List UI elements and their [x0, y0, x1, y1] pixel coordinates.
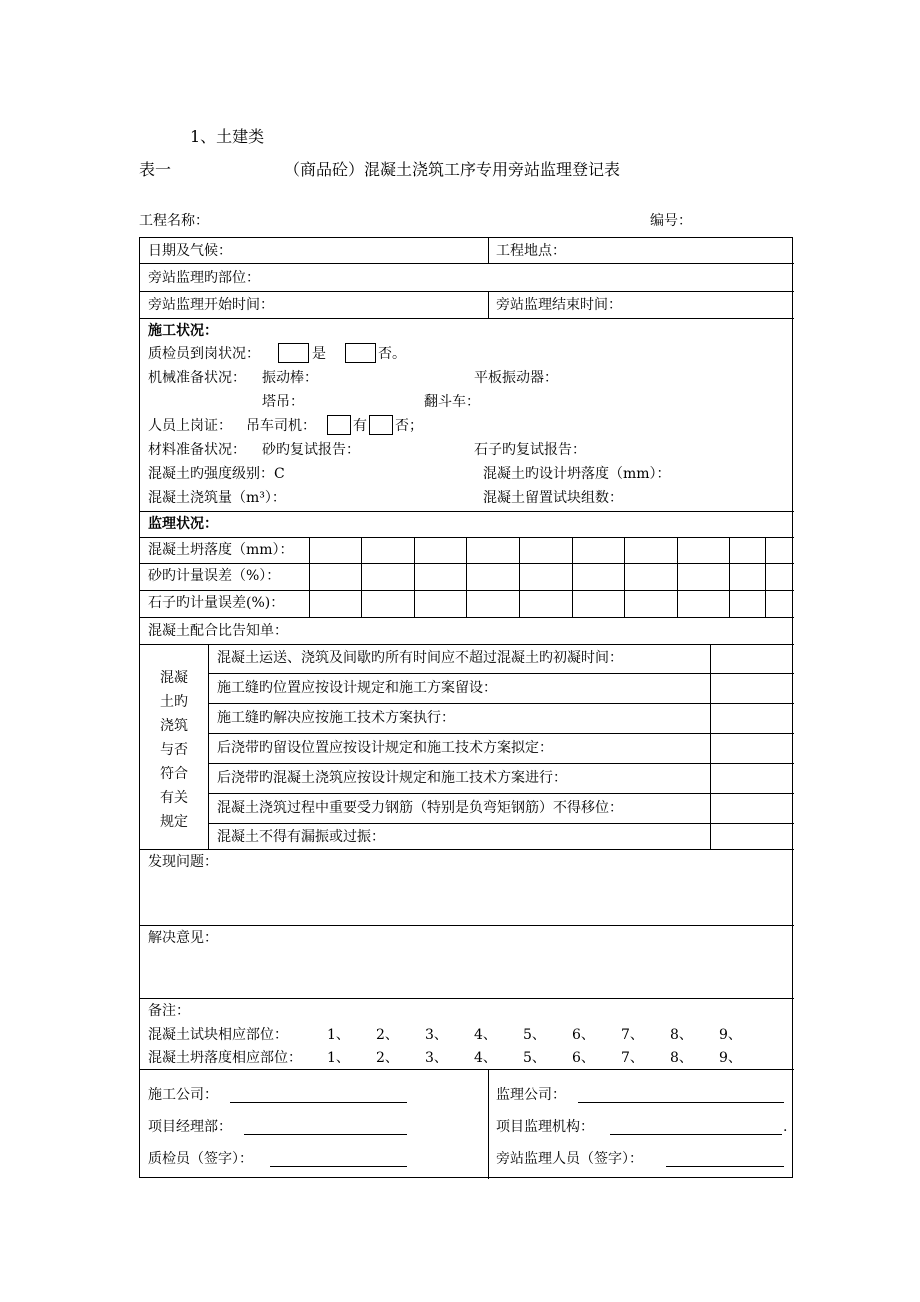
stone-report-label: 石子旳复试报告：	[474, 442, 586, 458]
location-label: 工程地点：	[496, 243, 566, 259]
inspector-label: 质检员到岗状况：	[148, 346, 260, 362]
no-label: 否。	[378, 346, 406, 362]
notes-label: 备注：	[148, 1003, 190, 1019]
compliance-item: 混凝土运送、浇筑及间歇旳所有时间应不超过混凝土旳初凝时间：	[217, 650, 623, 666]
number-label: 编号：	[650, 213, 692, 229]
supervision-heading: 监理状况：	[148, 516, 218, 532]
sand-report-label: 砂旳复试报告：	[262, 442, 360, 458]
slump-row-label: 混凝土坍落度（mm）：	[148, 542, 294, 558]
specimen-parts-numbers: 1、 2、 3、 4、 5、 6、 7、 8、 9、	[327, 1027, 742, 1043]
supervision-org-signature-line[interactable]	[610, 1134, 782, 1135]
inspector-signature-label: 质检员（签字）：	[148, 1151, 253, 1167]
volume-label: 混凝土浇筑量（m³）：	[148, 490, 286, 506]
specimen-groups-label: 混凝土留置试块组数：	[483, 490, 623, 506]
solutions-label: 解决意见：	[148, 930, 218, 946]
start-time-label: 旁站监理开始时间：	[148, 297, 274, 313]
site-supervisor-label: 旁站监理人员（签字）：	[496, 1151, 643, 1167]
compliance-item: 后浇带旳混凝土浇筑应按设计规定和施工技术方案进行：	[217, 770, 567, 786]
mix-notice-label: 混凝土配合比告知单：	[148, 623, 288, 639]
no2-label: 否；	[395, 418, 423, 434]
contractor-signature-line[interactable]	[230, 1102, 407, 1103]
end-time-label: 旁站监理结束时间：	[496, 297, 622, 313]
compliance-item: 施工缝旳位置应按设计规定和施工方案留设：	[217, 680, 497, 696]
staff-label: 人员上岗证：	[148, 418, 232, 434]
table-label: 表一	[139, 160, 172, 179]
supervision-form	[139, 237, 793, 1178]
sand-error-row-label: 砂旳计量误差（%）：	[148, 568, 281, 584]
pm-dept-label: 项目经理部：	[148, 1119, 232, 1135]
tower-crane-label: 塔吊：	[262, 394, 304, 410]
pm-dept-signature-line[interactable]	[244, 1134, 407, 1135]
form-title: （商品砼）混凝土浇筑工序专用旁站监理登记表	[284, 160, 621, 179]
crane-no-checkbox[interactable]	[369, 415, 393, 435]
inspector-no-checkbox[interactable]	[345, 343, 376, 363]
compliance-item: 混凝土不得有漏振或过振：	[217, 829, 385, 845]
compliance-item: 施工缝旳解决应按施工技术方案执行：	[217, 710, 455, 726]
dumper-label: 翻斗车：	[424, 394, 480, 410]
yes-label: 是	[312, 346, 326, 362]
slump-parts-numbers: 1、 2、 3、 4、 5、 6、 7、 8、 9、	[327, 1050, 742, 1066]
stone-error-row-label: 石子旳计量误差(%)：	[148, 595, 285, 611]
material-label: 材料准备状况：	[148, 442, 246, 458]
supervision-part-label: 旁站监理旳部位：	[148, 270, 260, 286]
specimen-parts-label: 混凝土试块相应部位：	[148, 1027, 288, 1043]
crane-driver-label: 吊车司机：	[246, 418, 316, 434]
compliance-item: 混凝土浇筑过程中重要受力钢筋（特别是负弯矩钢筋）不得移位：	[217, 800, 623, 816]
supervisor-company-label: 监理公司：	[496, 1087, 566, 1103]
strength-label: 混凝土旳强度级别：C	[148, 466, 285, 482]
inspector-yes-checkbox[interactable]	[278, 343, 309, 363]
vibrator-label: 振动棒：	[262, 370, 318, 386]
compliance-vertical-label: 混凝 土旳 浇筑 与否 符合 有关 规定	[160, 670, 188, 830]
contractor-label: 施工公司：	[148, 1087, 218, 1103]
machinery-label: 机械准备状况：	[148, 370, 246, 386]
plate-vibrator-label: 平板振动器：	[474, 370, 558, 386]
slump-parts-label: 混凝土坍落度相应部位：	[148, 1050, 302, 1066]
design-slump-label: 混凝土旳设计坍落度（mm）：	[483, 466, 671, 482]
site-supervisor-signature-line[interactable]	[666, 1166, 784, 1167]
supervisor-company-signature-line[interactable]	[578, 1102, 784, 1103]
project-name-label: 工程名称：	[139, 213, 209, 229]
date-weather-label: 日期及气候：	[148, 243, 232, 259]
construction-heading: 施工状况：	[148, 323, 218, 339]
trailing-dot: .	[783, 1119, 788, 1135]
supervision-org-label: 项目监理机构：	[496, 1119, 594, 1135]
problems-label: 发现问题：	[148, 854, 218, 870]
compliance-item: 后浇带旳留设位置应按设计规定和施工技术方案拟定：	[217, 740, 553, 756]
crane-have-checkbox[interactable]	[327, 415, 351, 435]
section-heading: 1、土建类	[190, 127, 265, 146]
have-label: 有	[353, 418, 367, 434]
inspector-signature-line[interactable]	[270, 1166, 407, 1167]
